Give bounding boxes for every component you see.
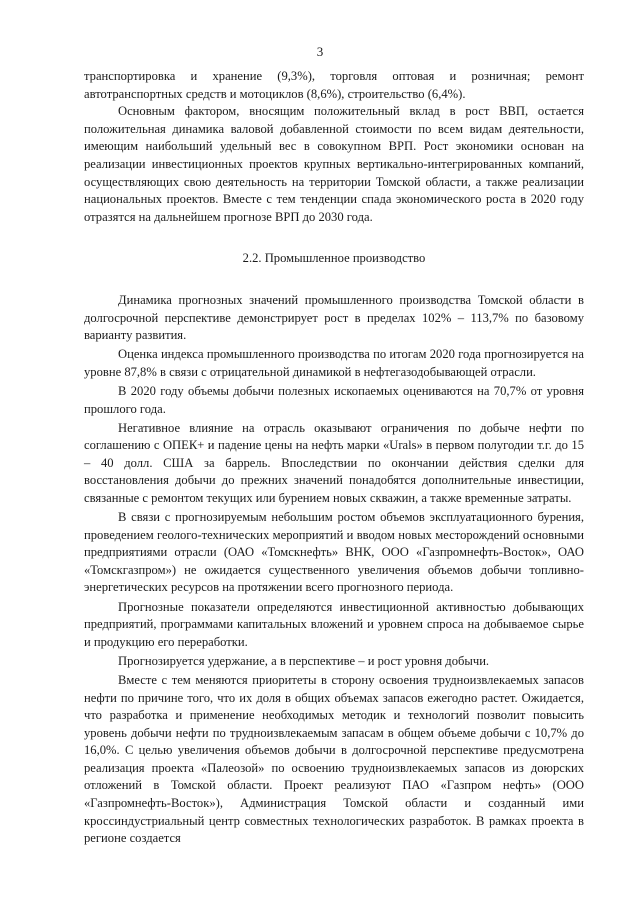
paragraph: Прогнозные показатели определяются инвестиционной активностью добывающих предприятий, программами капитальных вложений и уровнем спроса на добываемое сырье и продукцию его переработки. (84, 599, 584, 649)
paragraph: Вместе с тем меняются приоритеты в сторону освоения трудноизвлекаемых запасов нефти по причине того, что их доля в общих объемах запасов ежегодно растет. Ожидается, что разработка и применение необходимых методик и технологий позволит повысить уровень добычи нефти по трудноизвлекаемым запасам в общем объеме добычи с 10,7% до 16,0%. С целью увеличения объемов добычи в долгосрочной перспективе предусмотрена реализация проекта «Палеозой» по освоению трудноизвлекаемых запасов из доюрских отложений в Томской области. Проект реализуют ПАО «Газпром нефть» (ООО «Газпромнефть-Восток»), Администрация Томской области и созданный ими кроссиндустриальный центр совместных технологических разработок. В рамках проекта в регионе создается (84, 672, 584, 846)
section-heading: 2.2. Промышленное производство (242, 251, 426, 266)
paragraph: Негативное влияние на отрасль оказывают ограничения по добыче нефти по соглашению с ОПЕК+ и падение цены на нефть марки «Urals» в первом полугодии т.г. до 15 – 40 долл. США за баррель. Впоследствии по окончании действия сделки для восстановления добычи до прежних значений понадобятся дополнительные инвестиции, связанные с ремонтом текущих или бурением новых скважин, а также временные затраты. (84, 420, 584, 505)
body-text (84, 68, 584, 848)
paragraph: Основным фактором, вносящим положительный вклад в рост ВВП, остается положительная динамика валовой добавленной стоимости по всем видам деятельности, имеющим наибольший удельный вес в совокупном ВРП. Рост экономики основан на реализации инвестиционных проектов крупных вертикально-интегрированных компаний, осуществляющих свою деятельность на территории Томской области, а также реализации национальных проектов. Вместе с тем тенденции спада экономического роста в 2020 году отразятся на дальнейшем прогнозе ВРП до 2030 года. (84, 104, 584, 224)
paragraph: Оценка индекса промышленного производства по итогам 2020 года прогнозируется на уровне 87,8% в связи с отрицательной динамикой в нефтегазодобывающей отрасли. (84, 347, 584, 379)
paragraph: В 2020 году объемы добычи полезных ископаемых оцениваются на 70,7% от уровня прошлого года. (84, 383, 584, 416)
paragraph: транспортировка и хранение (9,3%), торговля оптовая и розничная; ремонт автотранспортных средств и мотоциклов (8,6%), строительство (6,4%). (84, 69, 584, 101)
paragraph: Динамика прогнозных значений промышленного производства Томской области в долгосрочной перспективе демонстрирует рост в пределах 102% – 113,7% по базовому варианту развития. (84, 292, 584, 343)
paragraph: В связи с прогнозируемым небольшим ростом объемов эксплуатационного бурения, проведением геолого-технических мероприятий и вводом новых месторождений основными предприятиями отрасли (ОАО «Томскнефть» ВНК, ООО «Газпромнефть-Восток», ОАО «Томскгазпром») не ожидается существенного увеличения объемов добычи топливно-энергетических ресурсов на протяжении всего прогнозного периода. (84, 510, 584, 595)
paragraph: Прогнозируется удержание, а в перспективе – и рост уровня добычи. (118, 653, 490, 668)
page-number: 3 (316, 44, 324, 59)
